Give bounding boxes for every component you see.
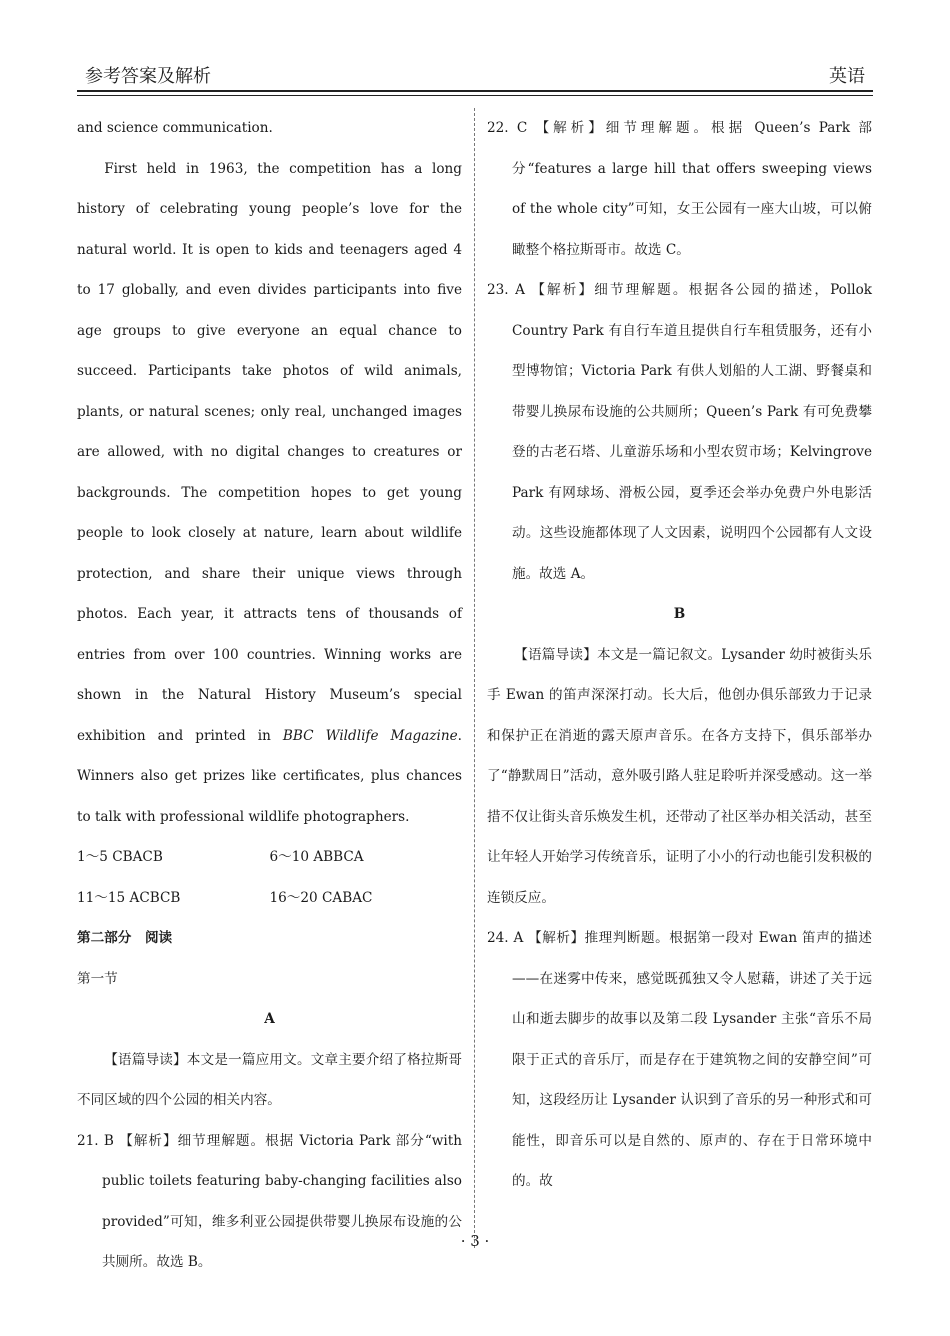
- header-rule-thick: [77, 90, 873, 92]
- answer-6-10: 6～10 ABBCA: [269, 849, 364, 865]
- page-number: · 3 ·: [460, 1232, 490, 1250]
- answer-row: [77, 878, 462, 919]
- left-column: [77, 108, 462, 1283]
- passage-b-heading: B: [673, 606, 686, 622]
- header-subject: 英语: [829, 66, 865, 87]
- answer-1-5: 1～5 CBACB: [77, 849, 163, 865]
- passage-continuation: and science communication.: [77, 120, 273, 136]
- header-title: 参考答案及解析: [85, 66, 211, 87]
- question-21: 21. B 【解析】细节理解题。根据 Victoria Park 部分“with public toilets featuring baby-changing facilities also provided”可知，维多利亚公园提供带婴儿换尿布设施的公共厕所。故选 B。: [77, 1132, 462, 1270]
- right-column: [487, 108, 872, 1202]
- question-22: 22. C 【解析】细节理解题。根据 Queen’s Park 部分“features a large hill that offers sweeping views of the whole city”可知，女王公园有一座大山坡，可以俯瞰整个格拉斯哥市。故选 C。: [487, 120, 872, 258]
- magazine-title: BBC Wildlife Magazine: [282, 727, 458, 744]
- header-rule-thin: [77, 95, 873, 96]
- passage-a-heading: A: [264, 1011, 275, 1027]
- passage-paragraph: [77, 149, 462, 838]
- guide-a: 【语篇导读】本文是一篇应用文。文章主要介绍了格拉斯哥不同区域的四个公园的相关内容。: [77, 1051, 462, 1108]
- guide-b: 【语篇导读】本文是一篇记叙文。Lysander 幼时被街头乐手 Ewan 的笛声深深打动。长大后，他创办俱乐部致力于记录和保护正在消逝的露天原声音乐。在各方支持下，俱乐部举办了“静默周日”活动，意外吸引路人驻足聆听并深受感动。这一举措不仅让街头音乐焕发生机，还带动了社区举办相关活动，甚至让年轻人开始学习传统音乐，证明了小小的行动也能引发积极的连锁反应。: [487, 646, 872, 906]
- answer-11-15: 11～15 ACBCB: [77, 889, 181, 906]
- passage-text-b: . Winners also get prizes like certificates, plus chances to talk with professional wildlife photographers.: [77, 727, 462, 825]
- passage-text-a: First held in 1963, the competition has a long history of celebrating young people’s love for the natural world. It is open to kids and teenagers aged 4 to 17 globally, and even divides participants into five age groups to give everyone an equal chance to succeed. Participants take photos of wild animals, plants, or natural scenes; only real, unchanged images are allowed, with no digital changes to creatures or backgrounds. The competition hopes to get young people to look closely at nature, learn about wildlife protection, and share their unique views through photos. Each year, it attracts tens of thousands of entries from over 100 countries. Winning works are shown in the Natural History Museum’s special exhibition and printed in: [77, 160, 462, 744]
- answer-16-20: 16～20 CABAC: [269, 889, 373, 906]
- page-header: [77, 58, 873, 90]
- column-divider: [474, 108, 475, 1248]
- question-24: 24. A 【解析】推理判断题。根据第一段对 Ewan 笛声的描述——在迷雾中传来，感觉既孤独又令人慰藉，讲述了关于远山和逝去脚步的故事以及第二段 Lysander 主张“音乐不局限于正式的音乐厅，而是存在于建筑物之间的安静空间”可知，这段经历让 Lysander 认识到了音乐的另一种形式和可能性，即音乐可以是自然的、原声的、存在于日常环境中的。故: [487, 930, 872, 1189]
- part-heading: 第二部分 阅读: [77, 930, 173, 946]
- answer-row: [77, 837, 462, 878]
- question-23: 23. A 【解析】细节理解题。根据各公园的描述，Pollok Country Park 有自行车道且提供自行车租赁服务，还有小型博物馆；Victoria Park 有供人划船的人工湖、野餐桌和带婴儿换尿布设施的公共厕所；Queen’s Park 有可免费攀登的古老石塔、儿童游乐场和小型农贸市场；Kelvingrove Park 有网球场、滑板公园，夏季还会举办免费户外电影活动。这些设施都体现了人文因素，说明四个公园都有人文设施。故选 A。: [487, 282, 872, 582]
- section-heading: 第一节: [77, 970, 118, 987]
